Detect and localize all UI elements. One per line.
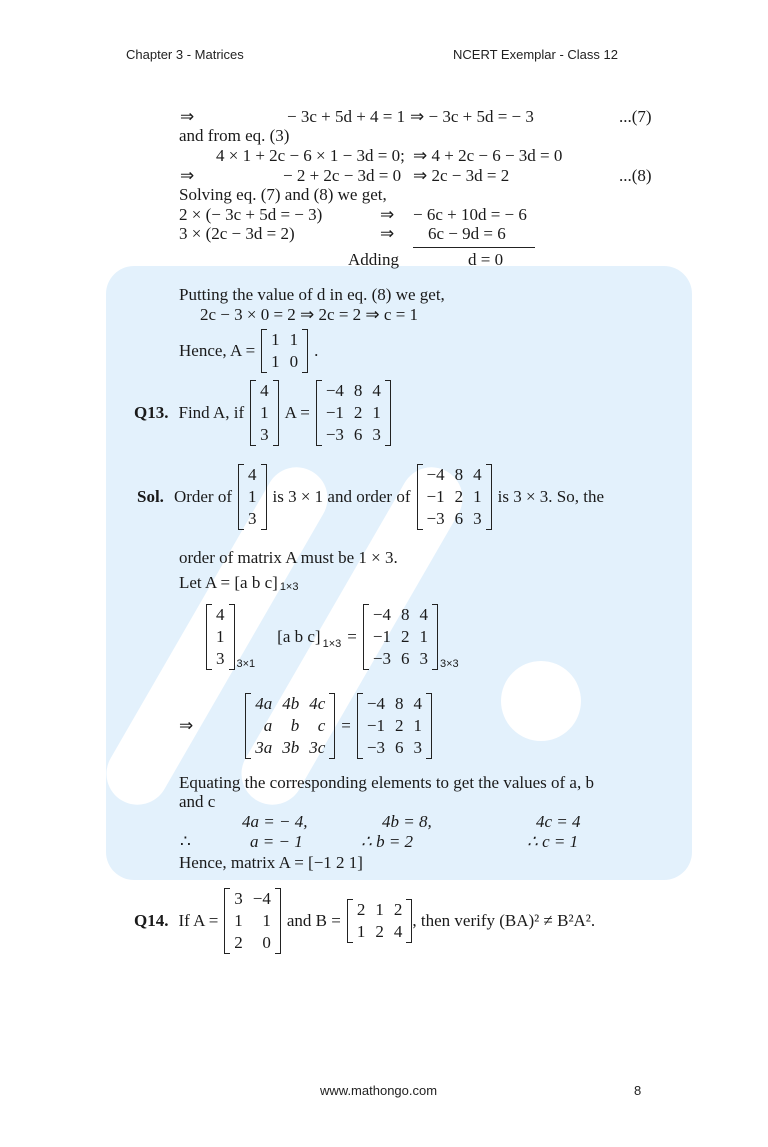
sol-line2: order of matrix A must be 1 × 3. [179,548,398,567]
q14-label: Q14. [134,911,169,930]
matrix-q14-B: 2 1 2 1 2 4 [347,899,413,943]
eq-label-8: ...(8) [619,166,652,185]
q13-row: Q13. Find A, if 4 1 3 A = −4 8 4 −1 2 1 −3 6 3 [134,380,397,446]
line7c: 6c − 9d = 6 [428,224,506,243]
line3a: 4 × 1 + 2c − 6 × 1 − 3d = 0; [216,146,405,165]
line10: 2c − 3 × 0 = 2 ⇒ 2c = 2 ⇒ c = 1 [200,305,419,324]
eq-4c: 4c = 4 [536,812,581,831]
equating-line2: and c [179,792,216,811]
line7a: 3 × (2c − 3d = 2) [179,224,295,243]
line2: and from eq. (3) [179,126,290,145]
page-number: 8 [634,1083,642,1098]
footer-url[interactable]: www.mathongo.com [320,1083,438,1098]
matrix-3x3: −4 8 4 −1 2 1 −3 6 3 [417,464,492,530]
product-row: 4 1 3 3×1 [a b c] 1×3 = −4 8 4 −1 2 1 −3 6 3 3×3 [206,604,465,670]
watermark-dot [501,661,581,741]
matrix-3x3: −4 8 4 −1 2 1 −3 6 3 [357,693,432,759]
val-a: a = − 1 [250,832,303,851]
val-b: ∴ b = 2 [361,832,414,851]
sol-label: Sol. [137,487,164,506]
matrix-hence-A: 1 1 1 0 [261,329,308,373]
hence-A-row: Hence, A = 1 1 1 0 . [179,330,319,371]
matrix-col-431: 4 1 3 [238,464,267,530]
header-book: NCERT Exemplar - Class 12 [453,47,618,62]
line4-eq2: ⇒ 2c − 3d = 2 [413,166,510,185]
matrix-q14-A: 3 −4 1 1 2 0 [224,888,281,954]
q13-label: Q13. [134,403,169,422]
line6a: 2 × (− 3c + 5d = − 3) [179,205,323,224]
line4-implies: ⇒ [180,166,195,185]
sol-row: Sol. Order of 4 1 3 is 3 × 1 and order of −4 8 4 −1 2 1 −3 6 3 is 3 × 3. So, the [137,465,605,528]
matrix-3x3: −4 8 4 −1 2 1 −3 6 3 [316,380,391,446]
matrix-col-431: 4 1 3 [206,604,235,670]
line1-implies: ⇒ [180,107,195,126]
line8a: Adding [348,250,399,269]
sol-line3: Let A = [a b c] 1×3 [179,573,299,593]
val-c: ∴ c = 1 [527,832,579,851]
line5: Solving eq. (7) and (8) we get, [179,185,387,204]
matrix-3x3: −4 8 4 −1 2 1 −3 6 3 [363,604,438,670]
eq-label-7: ...(7) [619,107,652,126]
line7b: ⇒ [380,224,395,243]
q14-row: Q14. If A = 3 −4 1 1 2 0 and B = 2 1 2 1 2 4 , then verify (BA)² ≠ B²A². [134,889,596,952]
line1-eq2: ⇒ − 3c + 5d = − 3 [410,107,534,126]
therefore-a: ∴ [180,832,191,851]
abc-matrix-row: ⇒ 4a 4b 4c a b c 3a 3b 3c = −4 8 4 −1 2 1 −3 6 3 [179,693,438,759]
line9: Putting the value of d in eq. (8) we get, [179,285,445,304]
matrix-col-431: 4 1 3 [250,380,279,446]
line4-eq: − 2 + 2c − 3d = 0 [283,166,402,185]
hence-label: Hence, A = [179,341,256,360]
matrix-abc: 4a 4b 4c a b c 3a 3b 3c [245,693,335,759]
eq-4a: 4a = − 4, [242,812,308,831]
sum-rule [413,247,535,248]
equating-line1: Equating the corresponding elements to get the values of a, b [179,773,594,792]
line8b: d = 0 [468,250,504,269]
line3b: ⇒ 4 + 2c − 6 − 3d = 0 [413,146,563,165]
line6c: − 6c + 10d = − 6 [413,205,527,224]
line6b: ⇒ [380,205,395,224]
header-chapter: Chapter 3 - Matrices [126,47,244,62]
hence-matrix: Hence, matrix A = [−1 2 1] [179,853,363,872]
eq-4b: 4b = 8, [382,812,432,831]
line1-eq: − 3c + 5d + 4 = 1 [287,107,406,126]
